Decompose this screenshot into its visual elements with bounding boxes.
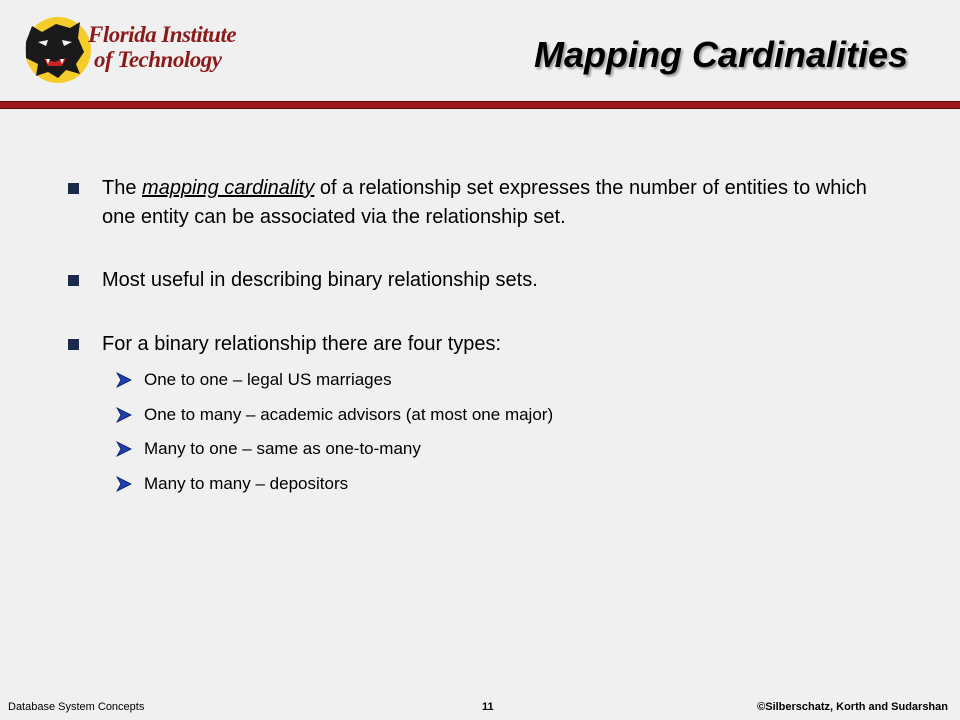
arrowhead-bullet-icon	[116, 476, 132, 492]
bullet-text-post: of a relationship set expresses the number of entities to which one entity can be associated via the relationship set.	[102, 177, 867, 228]
logo-line1: Florida Institute	[88, 22, 237, 47]
bullet-text	[102, 174, 872, 232]
footer-page-number: 11	[482, 701, 494, 713]
subitem-text: Many to many – depositors	[144, 474, 349, 493]
bullet-text: For a binary relationship there are four types:	[102, 333, 502, 355]
subitem-text: One to many – academic advisors (at most one major)	[144, 405, 554, 424]
bullet-emphasis: mapping cardinality	[142, 177, 315, 199]
square-bullet-icon	[68, 339, 79, 350]
square-bullet-icon	[68, 183, 79, 194]
footer-copyright: ©Silberschatz, Korth and Sudarshan	[757, 701, 948, 713]
bullet-text-pre: The	[102, 177, 143, 199]
logo-line2: of Technology	[94, 47, 222, 72]
arrowhead-bullet-icon	[116, 372, 132, 388]
subitem-text: Many to one – same as one-to-many	[144, 439, 421, 458]
square-bullet-icon	[68, 275, 79, 286]
arrowhead-bullet-icon	[116, 441, 132, 457]
slide-title: Mapping Cardinalities	[533, 34, 908, 75]
title-divider	[0, 101, 960, 109]
arrowhead-bullet-icon	[116, 407, 132, 423]
subitem-text: One to one – legal US marriages	[144, 370, 392, 389]
institution-logo	[18, 12, 248, 86]
footer-course-title: Database System Concepts	[8, 701, 145, 713]
bullet-text: Most useful in describing binary relationship sets.	[102, 269, 538, 291]
